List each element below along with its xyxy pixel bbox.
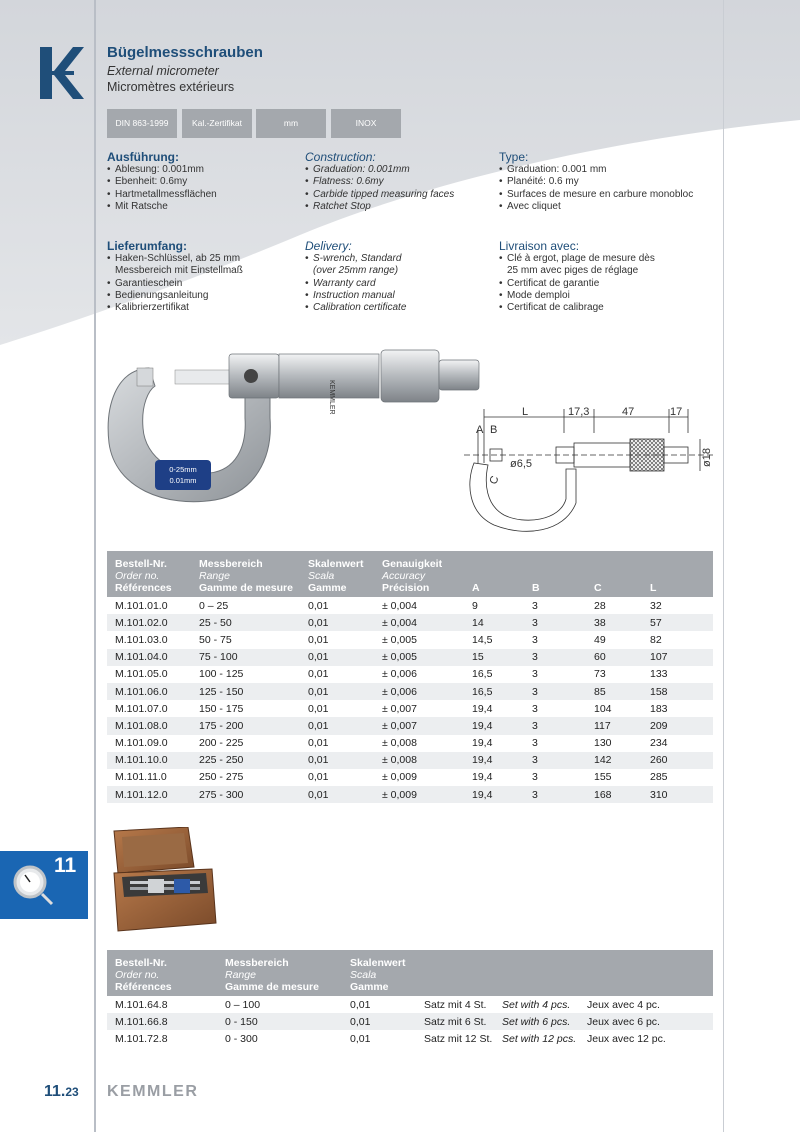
table-cell: 0,01 — [308, 599, 329, 612]
table-cell: Set with 12 pcs. — [502, 1032, 577, 1045]
table-cell: 0,01 — [300, 649, 374, 666]
table-cell: 250 - 275 — [199, 771, 244, 784]
tag-din: DIN 863-1999 — [107, 109, 177, 138]
table-cell: 3 — [524, 649, 586, 666]
table-cell: 85 — [586, 683, 642, 700]
table-cell: ± 0,008 — [374, 752, 464, 769]
spec-item: • Flatness: 0.6my — [305, 176, 454, 188]
table-cell: 200 - 225 — [199, 737, 244, 750]
table-cell: 0 - 150 — [217, 1013, 342, 1030]
header-blank — [494, 950, 579, 996]
table-cell: M.101.66.8 — [107, 1013, 217, 1030]
table-row — [107, 735, 713, 752]
spec-item: • Mit Ratsche — [107, 201, 217, 213]
table-cell: 0 – 25 — [199, 599, 229, 612]
spec-item: • Ratchet Stop — [305, 201, 454, 213]
header-scale: Skalenwert Scala Gamme — [342, 950, 416, 996]
header-range: Messbereich Range Gamme de mesure — [217, 950, 342, 996]
spec-item: • Carbide tipped measuring faces — [305, 189, 454, 201]
table-cell: M.101.09.0 — [115, 737, 168, 750]
header-C: C — [586, 551, 642, 597]
table-cell: 19,4 — [472, 771, 493, 784]
table-row — [107, 752, 713, 769]
table-cell: 150 - 175 — [199, 702, 244, 715]
table-cell: ± 0,006 — [374, 683, 464, 700]
header-A: A — [464, 551, 524, 597]
title-english: External micrometer — [107, 64, 219, 78]
title-french: Micromètres extérieurs — [107, 80, 235, 94]
spec-item: • Ablesung: 0.001mm — [107, 164, 217, 176]
table-cell: 14,5 — [472, 633, 493, 646]
table-cell: 3 — [524, 614, 586, 631]
delivery-item: 25 mm avec piges de réglage — [507, 265, 639, 277]
spec-item: • Graduation: 0.001 mm — [499, 164, 693, 176]
table-cell: 0,01 — [300, 717, 374, 734]
table-cell: 3 — [524, 752, 586, 769]
table-cell: 0,01 — [308, 737, 329, 750]
page-number-main: 11. — [44, 1083, 66, 1100]
table-cell: 19,4 — [464, 786, 524, 803]
dial-gauge-icon — [12, 862, 56, 906]
table-cell: 3 — [532, 633, 538, 646]
micrometer-photo — [105, 348, 485, 508]
spec-heading-en: Construction: — [305, 150, 376, 164]
table-cell: 275 - 300 — [191, 786, 300, 803]
table-cell: ± 0,007 — [374, 717, 464, 734]
table-cell: Jeux avec 4 pc. — [587, 998, 660, 1011]
table-row — [107, 1030, 713, 1047]
spec-item: • Avec cliquet — [499, 201, 693, 213]
table-row — [107, 649, 713, 666]
table-cell: 0,01 — [308, 771, 329, 784]
delivery-item: • Certificat de garantie — [499, 278, 655, 290]
header-blank — [579, 950, 713, 996]
table-row — [107, 996, 713, 1013]
delivery-item: • Kalibrierzertifikat — [107, 302, 243, 314]
table-cell: 3 — [532, 599, 538, 612]
spec-german — [107, 151, 217, 213]
table-cell: 0,01 — [350, 998, 371, 1011]
delivery-heading-de: Lieferumfang: — [107, 239, 188, 253]
delivery-item: • Bedienungsanleitung — [107, 290, 243, 302]
table-cell: 16,5 — [464, 683, 524, 700]
table-cell: 310 — [642, 786, 713, 803]
delivery-german — [107, 240, 243, 314]
spec-item: • Hartmetallmessflächen — [107, 189, 217, 201]
dim-47: 47 — [622, 406, 635, 418]
table-cell: 3 — [532, 771, 538, 784]
spec-item: • Surfaces de mesure en carbure monobloc — [499, 189, 693, 201]
frame-label-range: 0-25mm — [169, 465, 197, 474]
table-cell: 3 — [532, 668, 538, 681]
header-L: L — [642, 551, 713, 597]
table-row — [107, 700, 713, 717]
table-cell: Satz mit 6 St. — [416, 1013, 494, 1030]
table-cell: 16,5 — [472, 668, 493, 681]
dim-dia-6-5: ø6,5 — [510, 458, 533, 470]
header-order-no: Bestell-Nr. Order no. Références — [107, 950, 217, 996]
section-number: 11 — [54, 854, 77, 877]
dim-A: A — [476, 424, 484, 436]
table-cell: M.101.10.0 — [107, 752, 191, 769]
delivery-item: Messbereich mit Einstellmaß — [115, 265, 243, 277]
header-accuracy: Genauigkeit Accuracy Précision — [374, 551, 464, 597]
table-cell: M.101.04.0 — [107, 649, 191, 666]
tag-material: INOX — [331, 109, 401, 138]
table-cell: ± 0,008 — [382, 737, 417, 750]
table-cell: 285 — [650, 771, 668, 784]
table-cell: 260 — [642, 752, 713, 769]
table-cell: 82 — [650, 633, 662, 646]
micrometer-technical-drawing — [464, 403, 720, 543]
table-cell: 0,01 — [308, 633, 329, 646]
table-cell: M.101.64.8 — [115, 998, 168, 1011]
dim-dia-18: ø18 — [701, 448, 713, 467]
table-cell: 100 - 125 — [199, 668, 244, 681]
table-row — [107, 666, 713, 683]
table-cell: 25 - 50 — [191, 614, 300, 631]
table-cell: 158 — [642, 683, 713, 700]
table-row — [107, 597, 713, 614]
delivery-item: • S-wrench, Standard — [305, 253, 406, 265]
micrometer-set-box-photo — [108, 827, 220, 935]
spec-heading-de: Ausführung: — [107, 150, 179, 164]
footer-brand: KEMMLER — [107, 1083, 199, 1100]
delivery-item: (over 25mm range) — [313, 265, 399, 277]
table-cell: 0,01 — [300, 752, 374, 769]
table-cell: 142 — [586, 752, 642, 769]
table-cell: ± 0,004 — [382, 599, 417, 612]
delivery-item: • Calibration certificate — [305, 302, 406, 314]
table-cell: M.101.06.0 — [107, 683, 191, 700]
table-cell: M.101.11.0 — [115, 771, 167, 784]
table-cell: 0,01 — [300, 683, 374, 700]
table-cell: 0,01 — [342, 1013, 416, 1030]
table-cell: ± 0,009 — [382, 771, 417, 784]
table-cell: 28 — [594, 599, 606, 612]
table-cell: 3 — [532, 702, 538, 715]
table-cell: 3 — [524, 786, 586, 803]
table-cell: 104 — [594, 702, 612, 715]
table-cell: ± 0,005 — [374, 649, 464, 666]
table-cell: Set with 6 pcs. — [494, 1013, 579, 1030]
delivery-item: • Mode demploi — [499, 290, 655, 302]
dim-B: B — [490, 424, 498, 436]
table-cell: 0,01 — [350, 1032, 371, 1045]
table-row — [107, 683, 713, 700]
table-cell: M.101.05.0 — [115, 668, 168, 681]
set-order-table — [107, 950, 713, 1048]
left-margin-rule — [94, 0, 96, 1132]
table-row — [107, 769, 713, 786]
table-row — [107, 1013, 713, 1030]
table-cell: M.101.08.0 — [107, 717, 191, 734]
delivery-item: • Instruction manual — [305, 290, 406, 302]
table-cell: Jeux avec 12 pc. — [587, 1032, 666, 1045]
table-cell: 19,4 — [464, 752, 524, 769]
table-cell: 168 — [586, 786, 642, 803]
table-cell: 3 — [524, 683, 586, 700]
table-cell: M.101.02.0 — [107, 614, 191, 631]
header-order-no: Bestell-Nr. Order no. Références — [107, 551, 191, 597]
table-cell: 0,01 — [300, 786, 374, 803]
header-blank — [416, 950, 494, 996]
dim-C: C — [487, 474, 502, 487]
delivery-item: • Garantieschein — [107, 278, 243, 290]
table-cell: 183 — [650, 702, 668, 715]
spec-item: • Graduation: 0.001mm — [305, 164, 454, 176]
table-cell: 19,4 — [472, 702, 493, 715]
dim-17-3: 17,3 — [568, 406, 590, 418]
table-cell: 3 — [524, 717, 586, 734]
table-cell: Jeux avec 6 pc. — [579, 1013, 713, 1030]
table-cell: Satz mit 4 St. — [424, 998, 487, 1011]
table-cell: ± 0,004 — [374, 614, 464, 631]
table-cell: 50 - 75 — [199, 633, 232, 646]
right-margin-rule — [723, 0, 724, 1132]
table-cell: 15 — [464, 649, 524, 666]
title-block — [107, 44, 263, 94]
table-cell: 0,01 — [308, 702, 329, 715]
table-cell: 19,4 — [464, 717, 524, 734]
table-cell: 9 — [472, 599, 478, 612]
table-cell: M.101.01.0 — [115, 599, 168, 612]
header-B: B — [524, 551, 586, 597]
header-scale: Skalenwert Scala Gamme — [300, 551, 374, 597]
spec-item: • Planéité: 0.6 my — [499, 176, 693, 188]
table-cell: 19,4 — [472, 737, 493, 750]
table-cell: 234 — [650, 737, 668, 750]
kemmler-k-logo — [40, 47, 84, 99]
table-row — [107, 614, 713, 631]
delivery-item: • Warranty card — [305, 278, 406, 290]
table-row — [107, 786, 713, 803]
sleeve-brand-text: KEMMLER — [328, 380, 335, 415]
table-cell: 0,01 — [308, 668, 329, 681]
table-cell: 3 — [532, 737, 538, 750]
spec-heading-fr: Type: — [499, 150, 529, 164]
page-number — [44, 1083, 79, 1101]
table-cell: 49 — [594, 633, 606, 646]
table-cell: 0 – 100 — [225, 998, 261, 1011]
table-cell: ± 0,005 — [382, 633, 417, 646]
micrometer-order-table — [107, 551, 713, 803]
delivery-item: • Clé à ergot, plage de mesure dès — [499, 253, 655, 265]
tag-calibration: Kal.-Zertifikat — [182, 109, 252, 138]
table-cell: 130 — [594, 737, 612, 750]
dim-17: 17 — [670, 406, 683, 418]
table-cell: 209 — [642, 717, 713, 734]
table-cell: Set with 4 pcs. — [502, 998, 571, 1011]
title-german: Bügelmessschrauben — [107, 44, 263, 61]
table-cell: ± 0,009 — [374, 786, 464, 803]
table-cell: 14 — [464, 614, 524, 631]
spec-item: • Ebenheit: 0.6my — [107, 176, 217, 188]
delivery-item: • Haken-Schlüssel, ab 25 mm — [107, 253, 243, 265]
dim-L: L — [522, 406, 529, 418]
table-cell: 133 — [650, 668, 668, 681]
delivery-english — [305, 240, 406, 314]
table-cell: 0 - 300 — [225, 1032, 258, 1045]
tag-unit: mm — [256, 109, 326, 138]
table-row — [107, 717, 713, 734]
delivery-heading-en: Delivery: — [305, 239, 352, 253]
delivery-heading-fr: Livraison avec: — [499, 239, 580, 253]
table-cell: 0,01 — [300, 614, 374, 631]
table-cell: M.101.03.0 — [115, 633, 168, 646]
page-number-sub: 23 — [65, 1085, 79, 1099]
table-cell: 125 - 150 — [191, 683, 300, 700]
table-row — [107, 631, 713, 648]
table-cell: Satz mit 12 St. — [424, 1032, 493, 1045]
table-cell: 73 — [594, 668, 606, 681]
header-range: Messbereich Range Gamme de mesure — [191, 551, 300, 597]
spec-french — [499, 151, 693, 213]
frame-label-resolution: 0.01mm — [169, 476, 197, 485]
table-header-row — [107, 551, 713, 597]
table-cell: 38 — [586, 614, 642, 631]
table-cell: 75 - 100 — [191, 649, 300, 666]
table-cell: M.101.72.8 — [115, 1032, 168, 1045]
table-cell: ± 0,006 — [382, 668, 417, 681]
table-cell: 225 - 250 — [191, 752, 300, 769]
delivery-french — [499, 240, 655, 314]
spec-english — [305, 151, 454, 213]
table-cell: ± 0,007 — [382, 702, 417, 715]
table-header-row — [107, 950, 713, 996]
table-cell: M.101.12.0 — [107, 786, 191, 803]
table-cell: 107 — [642, 649, 713, 666]
table-cell: 155 — [594, 771, 612, 784]
table-cell: 60 — [586, 649, 642, 666]
delivery-item: • Certificat de calibrage — [499, 302, 655, 314]
table-cell: M.101.07.0 — [115, 702, 168, 715]
table-cell: 57 — [642, 614, 713, 631]
table-cell: 32 — [650, 599, 662, 612]
table-cell: 175 - 200 — [191, 717, 300, 734]
table-cell: 117 — [586, 717, 642, 734]
